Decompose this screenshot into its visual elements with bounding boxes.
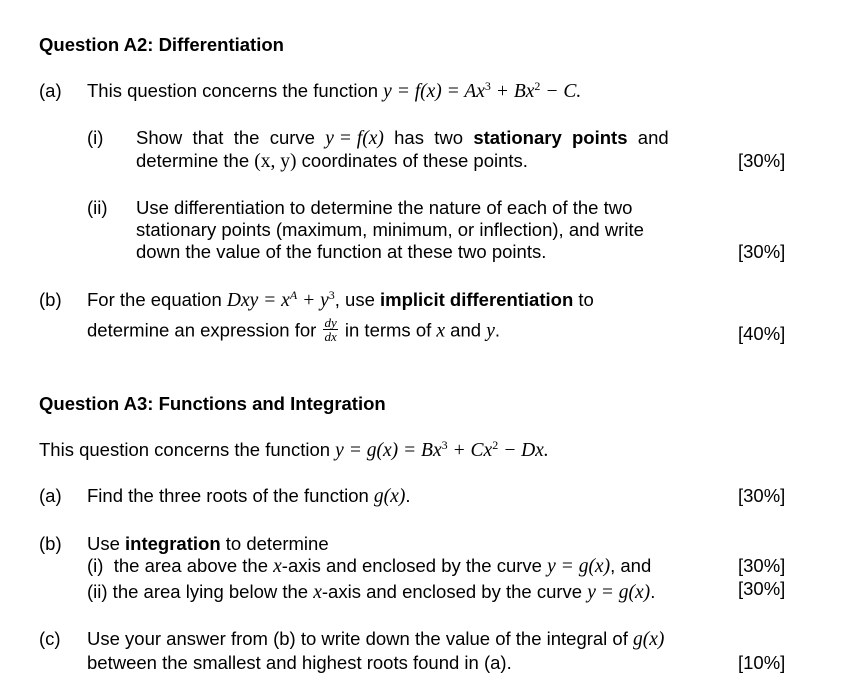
a2-function-formula: $y = f(x) = Ax^3 + Bx^2 - C$. <box>383 79 582 102</box>
a2-part-aii-line1: Use differentiation to determine the nature of each of the two <box>136 197 633 218</box>
a2-part-b-label: (b) <box>39 289 62 310</box>
a3-part-a-marks: [30%] <box>738 485 786 506</box>
question-a3-title: Question A3: Functions and Integration <box>39 393 386 414</box>
a3-part-c-marks: [10%] <box>738 652 786 673</box>
a2-part-b-line2: determine an expression for $\frac{dy}{dx}$ in terms of x and y. <box>87 315 500 344</box>
a2-part-b-line1: For the equation Dxy = $x^A + y^3$, use implicit differentiation to <box>87 288 594 311</box>
a3-part-bii-marks: [30%] <box>738 578 786 599</box>
a3-part-c-line2: between the smallest and highest roots found in (a). <box>87 652 512 673</box>
a3-part-a-text: Find the three roots of the function g(x). <box>87 485 411 507</box>
dy-dx-fraction: $\frac{dy}{dx}$ <box>324 315 337 344</box>
a3-part-a-label: (a) <box>39 485 62 506</box>
a2-part-aii-marks: [30%] <box>738 241 786 262</box>
a2-part-a-text: This question concerns the function $y = f(x) = Ax^3 + Bx^2 - C$. <box>87 79 582 102</box>
a3-part-bi-marks: [30%] <box>738 555 786 576</box>
a2-implicit-equation: Dxy = $x^A + y^3$ <box>226 288 335 311</box>
a2-part-ai-marks: [30%] <box>738 150 786 171</box>
a2-part-ai-label: (i) <box>87 127 104 148</box>
a2-part-ai-line1: Show that the curve y = f(x) has two stationary points and <box>136 127 669 149</box>
a2-part-aii-line3: down the value of the function at these two points. <box>136 241 547 262</box>
a2-part-a-label: (a) <box>39 80 62 101</box>
a3-part-b-line2: (i) the area above the x-axis and enclosed by the curve y = g(x), and <box>87 555 652 577</box>
a3-part-c-line1: Use your answer from (b) to write down the value of the integral of g(x) <box>87 628 665 650</box>
a2-part-b-marks: [40%] <box>738 323 786 344</box>
a3-function-formula: $y = g(x) = Bx^3 + Cx^2 - Dx$. <box>335 438 549 461</box>
a3-part-b-line3: (ii) the area lying below the x-axis and enclosed by the curve y = g(x). <box>87 581 656 603</box>
a3-part-b-label: (b) <box>39 533 62 554</box>
a3-part-b-line1: Use integration to determine <box>87 533 329 554</box>
question-a2-title: Question A2: Differentiation <box>39 34 284 55</box>
a2-part-aii-line2: stationary points (maximum, minimum, or inflection), and write <box>136 219 644 240</box>
a3-part-c-label: (c) <box>39 628 61 649</box>
a2-part-aii-label: (ii) <box>87 197 108 218</box>
a3-intro: This question concerns the function $y = g(x) = Bx^3 + Cx^2 - Dx$. <box>39 438 549 461</box>
a2-part-ai-line2: determine the (x, y) coordinates of these points. <box>136 150 528 172</box>
